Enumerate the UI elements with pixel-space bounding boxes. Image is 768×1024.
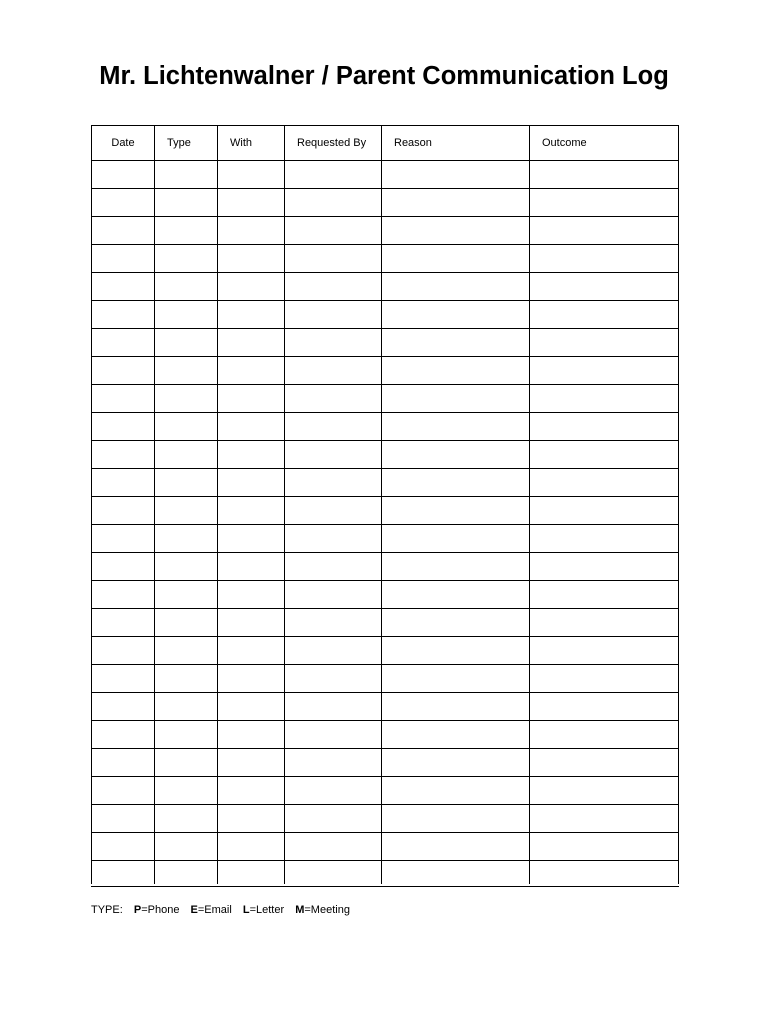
cell-type[interactable]: [155, 581, 218, 609]
cell-outcome[interactable]: [530, 217, 679, 245]
column-header-requested-by: Requested By: [285, 126, 382, 161]
table-row: [92, 497, 679, 525]
cell-type[interactable]: [155, 637, 218, 665]
cell-with[interactable]: [218, 665, 285, 693]
legend-key-phone: P: [133, 904, 142, 916]
cell-type[interactable]: [155, 693, 218, 721]
page-title: Mr. Lichtenwalner / Parent Communication Log: [99, 62, 669, 90]
cell-outcome[interactable]: [530, 581, 679, 609]
cell-requested-by[interactable]: [285, 721, 382, 749]
cell-type[interactable]: [155, 777, 218, 805]
cell-reason[interactable]: [382, 665, 530, 693]
cell-date[interactable]: [92, 273, 155, 301]
cell-requested-by[interactable]: [285, 833, 382, 861]
cell-reason[interactable]: [382, 217, 530, 245]
cell-reason[interactable]: [382, 525, 530, 553]
table-row: [92, 833, 679, 861]
table-row: [92, 161, 679, 189]
cell-date[interactable]: [92, 553, 155, 581]
cell-date[interactable]: [92, 217, 155, 245]
cell-requested-by[interactable]: [285, 413, 382, 441]
cell-date[interactable]: [92, 609, 155, 637]
cell-with[interactable]: [218, 273, 285, 301]
cell-type[interactable]: [155, 665, 218, 693]
table-row: [92, 245, 679, 273]
table-header-row: [92, 126, 679, 161]
cell-reason[interactable]: [382, 441, 530, 469]
cell-requested-by[interactable]: [285, 357, 382, 385]
cell-type[interactable]: [155, 833, 218, 861]
cell-outcome[interactable]: [530, 749, 679, 777]
cell-date[interactable]: [92, 805, 155, 833]
cell-requested-by[interactable]: [285, 273, 382, 301]
cell-outcome[interactable]: [530, 161, 679, 189]
cell-outcome[interactable]: [530, 357, 679, 385]
cell-reason[interactable]: [382, 861, 530, 885]
cell-date[interactable]: [92, 413, 155, 441]
table-row: [92, 553, 679, 581]
cell-reason[interactable]: [382, 161, 530, 189]
table-row: [92, 469, 679, 497]
cell-type[interactable]: [155, 385, 218, 413]
cell-reason[interactable]: [382, 609, 530, 637]
cell-requested-by[interactable]: [285, 189, 382, 217]
cell-requested-by[interactable]: [285, 805, 382, 833]
cell-type[interactable]: [155, 245, 218, 273]
cell-date[interactable]: [92, 441, 155, 469]
cell-type[interactable]: [155, 721, 218, 749]
cell-requested-by[interactable]: [285, 693, 382, 721]
cell-outcome[interactable]: [530, 637, 679, 665]
type-legend: [91, 904, 350, 916]
cell-reason[interactable]: [382, 273, 530, 301]
cell-date[interactable]: [92, 385, 155, 413]
cell-with[interactable]: [218, 329, 285, 357]
cell-reason[interactable]: [382, 693, 530, 721]
column-header-type: Type: [155, 126, 218, 161]
table-row: [92, 301, 679, 329]
cell-type[interactable]: [155, 749, 218, 777]
cell-reason[interactable]: [382, 749, 530, 777]
cell-reason[interactable]: [382, 413, 530, 441]
cell-date[interactable]: [92, 693, 155, 721]
cell-with[interactable]: [218, 497, 285, 525]
cell-outcome[interactable]: [530, 721, 679, 749]
cell-reason[interactable]: [382, 777, 530, 805]
cell-requested-by[interactable]: [285, 581, 382, 609]
table-row: [92, 777, 679, 805]
cell-date[interactable]: [92, 525, 155, 553]
cell-reason[interactable]: [382, 189, 530, 217]
cell-outcome[interactable]: [530, 329, 679, 357]
cell-date[interactable]: [92, 581, 155, 609]
cell-requested-by[interactable]: [285, 385, 382, 413]
cell-outcome[interactable]: [530, 693, 679, 721]
cell-type[interactable]: [155, 301, 218, 329]
cell-reason[interactable]: [382, 553, 530, 581]
table-row: [92, 665, 679, 693]
cell-requested-by[interactable]: [285, 497, 382, 525]
cell-with[interactable]: [218, 805, 285, 833]
cell-type[interactable]: [155, 553, 218, 581]
cell-requested-by[interactable]: [285, 553, 382, 581]
cell-date[interactable]: [92, 777, 155, 805]
table-row: [92, 273, 679, 301]
legend-key-meeting: M: [295, 904, 305, 916]
cell-outcome[interactable]: [530, 497, 679, 525]
table-row: [92, 413, 679, 441]
table-row: [92, 329, 679, 357]
legend-key-email: E: [190, 904, 198, 916]
cell-requested-by[interactable]: [285, 665, 382, 693]
cell-with[interactable]: [218, 721, 285, 749]
cell-requested-by[interactable]: [285, 329, 382, 357]
cell-requested-by[interactable]: [285, 777, 382, 805]
cell-with[interactable]: [218, 413, 285, 441]
cell-requested-by[interactable]: [285, 525, 382, 553]
cell-reason[interactable]: [382, 245, 530, 273]
table-row: [92, 357, 679, 385]
cell-requested-by[interactable]: [285, 245, 382, 273]
table-row: [92, 189, 679, 217]
cell-with[interactable]: [218, 189, 285, 217]
table-row: [92, 609, 679, 637]
cell-date[interactable]: [92, 189, 155, 217]
cell-type[interactable]: [155, 273, 218, 301]
legend-value-letter: =Letter: [249, 904, 285, 916]
table-row: [92, 217, 679, 245]
column-header-outcome: Outcome: [530, 126, 679, 161]
cell-type[interactable]: [155, 441, 218, 469]
cell-reason[interactable]: [382, 497, 530, 525]
cell-date[interactable]: [92, 861, 155, 885]
cell-reason[interactable]: [382, 805, 530, 833]
cell-outcome[interactable]: [530, 273, 679, 301]
cell-with[interactable]: [218, 385, 285, 413]
table-row: [92, 805, 679, 833]
cell-outcome[interactable]: [530, 833, 679, 861]
cell-date[interactable]: [92, 749, 155, 777]
cell-with[interactable]: [218, 833, 285, 861]
cell-date[interactable]: [92, 161, 155, 189]
cell-date[interactable]: [92, 665, 155, 693]
table-row: [92, 385, 679, 413]
legend-value-email: =Email: [197, 904, 232, 916]
table-row: [92, 581, 679, 609]
cell-with[interactable]: [218, 357, 285, 385]
cell-outcome[interactable]: [530, 861, 679, 885]
cell-outcome[interactable]: [530, 553, 679, 581]
cell-with[interactable]: [218, 161, 285, 189]
cell-outcome[interactable]: [530, 385, 679, 413]
cell-date[interactable]: [92, 469, 155, 497]
cell-requested-by[interactable]: [285, 637, 382, 665]
cell-requested-by[interactable]: [285, 161, 382, 189]
cell-with[interactable]: [218, 777, 285, 805]
cell-with[interactable]: [218, 581, 285, 609]
cell-with[interactable]: [218, 469, 285, 497]
cell-date[interactable]: [92, 833, 155, 861]
cell-reason[interactable]: [382, 357, 530, 385]
cell-requested-by[interactable]: [285, 301, 382, 329]
cell-date[interactable]: [92, 637, 155, 665]
cell-type[interactable]: [155, 609, 218, 637]
cell-with[interactable]: [218, 861, 285, 885]
table-row: [92, 637, 679, 665]
cell-with[interactable]: [218, 749, 285, 777]
cell-date[interactable]: [92, 497, 155, 525]
cell-requested-by[interactable]: [285, 469, 382, 497]
cell-type[interactable]: [155, 805, 218, 833]
cell-outcome[interactable]: [530, 469, 679, 497]
cell-type[interactable]: [155, 161, 218, 189]
communication-log-table: [91, 125, 679, 884]
cell-reason[interactable]: [382, 581, 530, 609]
legend-value-phone: =Phone: [141, 904, 180, 916]
cell-reason[interactable]: [382, 637, 530, 665]
table-row: [92, 749, 679, 777]
cell-with[interactable]: [218, 609, 285, 637]
column-header-date: Date: [92, 126, 155, 161]
cell-outcome[interactable]: [530, 525, 679, 553]
cell-with[interactable]: [218, 441, 285, 469]
cell-with[interactable]: [218, 217, 285, 245]
cell-reason[interactable]: [382, 833, 530, 861]
cell-reason[interactable]: [382, 329, 530, 357]
cell-type[interactable]: [155, 413, 218, 441]
cell-outcome[interactable]: [530, 245, 679, 273]
cell-reason[interactable]: [382, 721, 530, 749]
column-header-with: With: [218, 126, 285, 161]
cell-type[interactable]: [155, 525, 218, 553]
cell-outcome[interactable]: [530, 805, 679, 833]
table-row: [92, 693, 679, 721]
legend-key-letter: L: [242, 904, 250, 916]
cell-date[interactable]: [92, 245, 155, 273]
cell-type[interactable]: [155, 189, 218, 217]
cell-with[interactable]: [218, 245, 285, 273]
cell-with[interactable]: [218, 693, 285, 721]
cell-outcome[interactable]: [530, 189, 679, 217]
cell-reason[interactable]: [382, 301, 530, 329]
cell-type[interactable]: [155, 217, 218, 245]
cell-requested-by[interactable]: [285, 749, 382, 777]
cell-outcome[interactable]: [530, 665, 679, 693]
cell-type[interactable]: [155, 497, 218, 525]
cell-outcome[interactable]: [530, 441, 679, 469]
cell-reason[interactable]: [382, 385, 530, 413]
cell-outcome[interactable]: [530, 777, 679, 805]
cell-type[interactable]: [155, 357, 218, 385]
cell-outcome[interactable]: [530, 413, 679, 441]
cell-requested-by[interactable]: [285, 441, 382, 469]
cell-requested-by[interactable]: [285, 861, 382, 885]
cell-requested-by[interactable]: [285, 217, 382, 245]
legend-prefix: TYPE:: [91, 904, 123, 916]
cell-date[interactable]: [92, 329, 155, 357]
cell-with[interactable]: [218, 301, 285, 329]
legend-value-meeting: =Meeting: [304, 904, 350, 916]
table-body: [92, 161, 679, 885]
cell-type[interactable]: [155, 469, 218, 497]
cell-with[interactable]: [218, 525, 285, 553]
column-header-reason: Reason: [382, 126, 530, 161]
bottom-rule: [91, 886, 679, 887]
cell-with[interactable]: [218, 553, 285, 581]
table-row: [92, 441, 679, 469]
cell-outcome[interactable]: [530, 609, 679, 637]
cell-requested-by[interactable]: [285, 609, 382, 637]
cell-date[interactable]: [92, 721, 155, 749]
cell-date[interactable]: [92, 357, 155, 385]
cell-with[interactable]: [218, 637, 285, 665]
cell-type[interactable]: [155, 861, 218, 885]
cell-type[interactable]: [155, 329, 218, 357]
cell-outcome[interactable]: [530, 301, 679, 329]
cell-date[interactable]: [92, 301, 155, 329]
table-row: [92, 721, 679, 749]
table-row: [92, 861, 679, 885]
table-row: [92, 525, 679, 553]
cell-reason[interactable]: [382, 469, 530, 497]
